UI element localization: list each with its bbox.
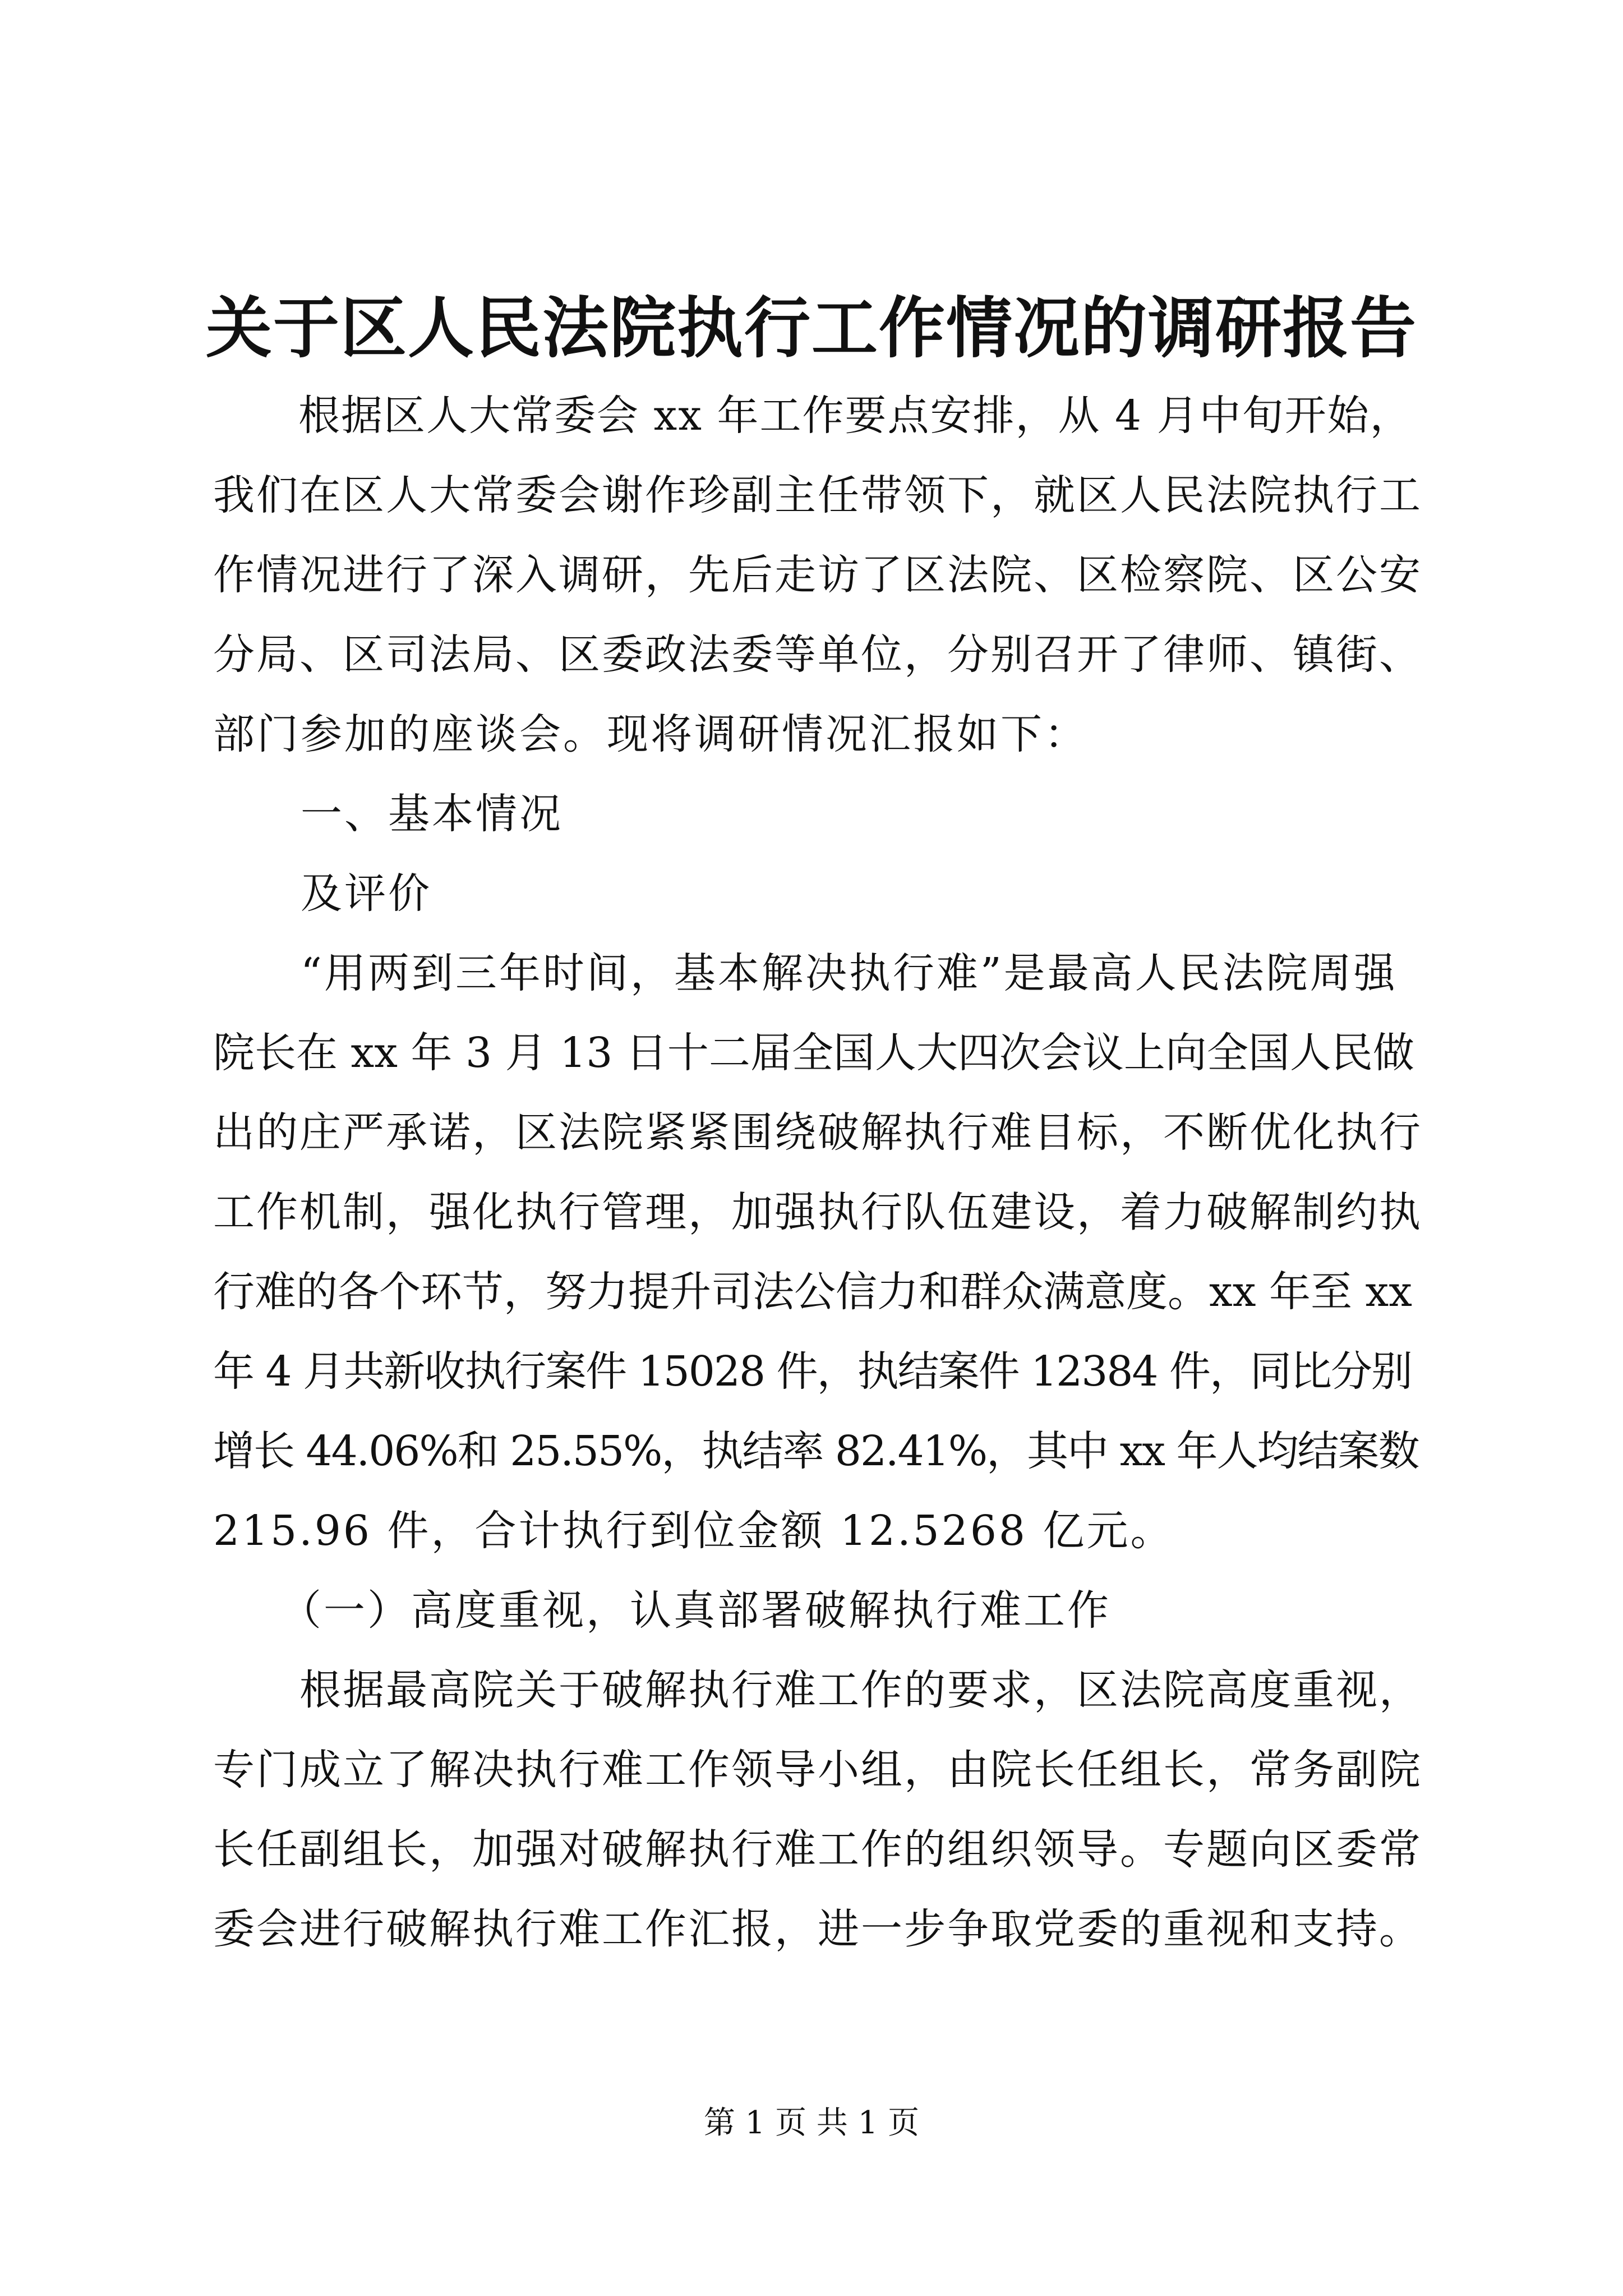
body-line: 作情况进行了深入调研，先后走访了区法院、区检察院、区公安 [213, 551, 1422, 599]
body-line: 出的庄严承诺，区法院紧紧围绕破解执行难目标，不断优化执行 [213, 1108, 1422, 1157]
body-line: 长任副组长，加强对破解执行难工作的组织领导。专题向区委常 [213, 1825, 1422, 1874]
body-line: 专门成立了解决执行难工作领导小组，由院长任组长，常务副院 [213, 1746, 1422, 1794]
body-line: 增长 44.06%和 25.55%，执结率 82.41%，其中 xx 年人均结案数 [213, 1427, 1419, 1475]
body-line: 行难的各个环节，努力提升司法公信力和群众满意度。xx 年至 xx [213, 1268, 1412, 1316]
document-title: 关于区人民法院执行工作情况的调研报告 [205, 289, 1417, 367]
body-line: “用两到三年时间，基本解决执行难”是最高人民法院周强 [213, 949, 1398, 997]
document-body [213, 376, 1424, 1969]
body-line: 根据最高院关于破解执行难工作的要求，区法院高度重视， [213, 1666, 1422, 1714]
body-line: 委会进行破解执行难工作汇报，进一步争取党委的重视和支持。 [213, 1905, 1422, 1953]
body-line: 分局、区司法局、区委政法委等单位，分别召开了律师、镇街、 [213, 631, 1422, 679]
body-line: 部门参加的座谈会。现将调研情况汇报如下： [213, 710, 1088, 758]
subsection-heading: （一）高度重视，认真部署破解执行难工作 [213, 1586, 1111, 1635]
body-line: 215.96 件，合计执行到位金额 12.5268 亿元。 [213, 1507, 1174, 1555]
body-line: 年 4 月共新收执行案件 15028 件，执结案件 12384 件，同比分别 [213, 1347, 1412, 1396]
body-line: 院长在 xx 年 3 月 13 日十二届全国人大四次会议上向全国人民做 [213, 1029, 1414, 1077]
section-heading: 一、基本情况 [213, 790, 563, 838]
section-heading-continued: 及评价 [213, 869, 432, 918]
body-line: 工作机制，强化执行管理，加强执行队伍建设，着力破解制约执 [213, 1188, 1422, 1236]
body-line: 根据区人大常委会 xx 年工作要点安排，从 4 月中旬开始， [213, 392, 1413, 440]
page-number-footer: 第 1 页 共 1 页 [703, 2105, 920, 2141]
body-line: 我们在区人大常委会谢作珍副主任带领下，就区人民法院执行工 [213, 471, 1422, 519]
